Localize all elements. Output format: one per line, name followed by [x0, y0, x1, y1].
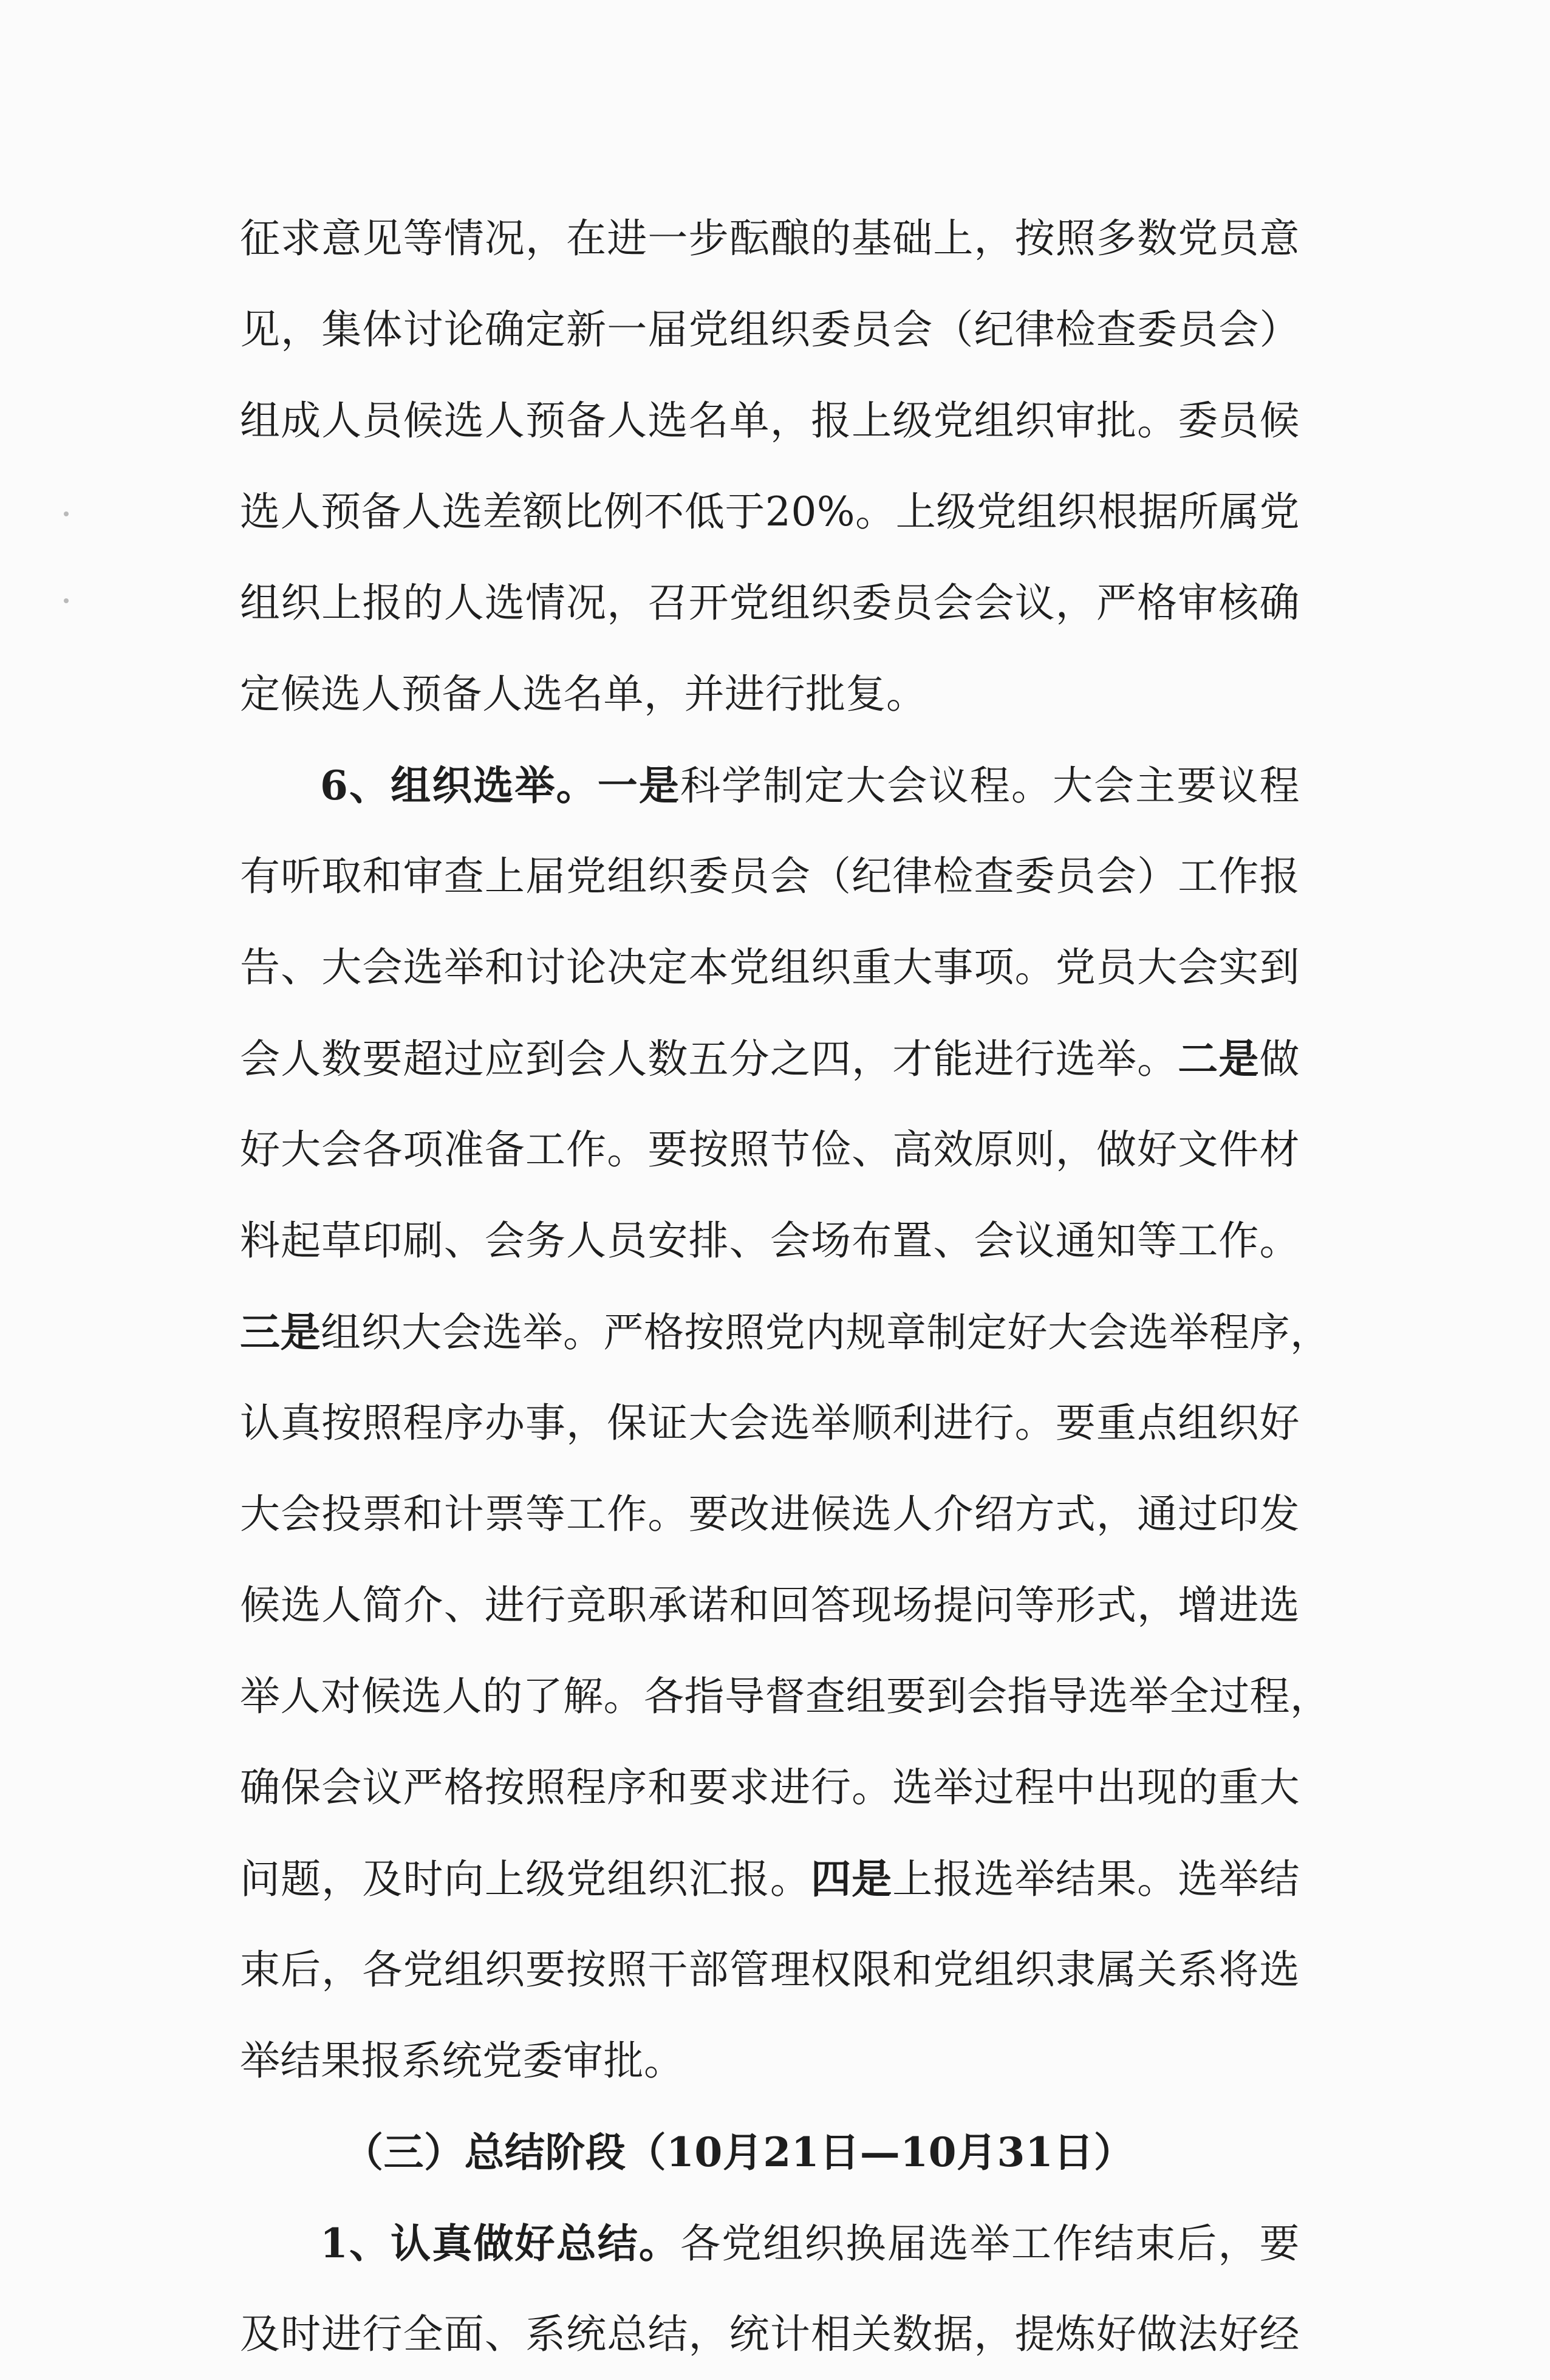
text-line	[240, 831, 1300, 922]
text-line	[240, 740, 1300, 831]
text-segment: 及时进行全面、系统总结，统计相关数据，提炼好做法好经	[240, 2311, 1300, 2358]
text-segment: 各党组织换届选举工作结束后，要	[680, 2220, 1300, 2267]
text-segment: （三）总结阶段（10月21日—10月31日）	[343, 2129, 1135, 2176]
text-segment: 举人对候选人的了解。各指导督查组要到会指导选举全过程，	[240, 1673, 1331, 1720]
text-segment: 告、大会选举和讨论决定本党组织重大事项。党员大会实到	[240, 944, 1300, 991]
text-line	[240, 1469, 1300, 1560]
text-segment: 问题，及时向上级党组织汇报。	[240, 1856, 811, 1903]
text-line	[240, 1742, 1300, 1833]
text-segment: 二是	[1178, 1035, 1260, 1082]
text-segment: 定候选人预备人选名单，并进行批复。	[240, 671, 927, 717]
text-segment: 组成人员候选人预备人选名单，报上级党组织审批。委员候	[240, 397, 1300, 444]
text-line	[240, 1378, 1300, 1469]
text-line	[240, 2289, 1300, 2380]
scan-speck	[64, 511, 69, 516]
text-line	[240, 1833, 1300, 1924]
text-segment: 三是	[240, 1308, 321, 1356]
text-line	[240, 375, 1300, 467]
text-segment: 会人数要超过应到会人数五分之四，才能进行选举。	[240, 1036, 1178, 1082]
text-segment: 料起草印刷、会务人员安排、会场布置、会议通知等工作。	[240, 1217, 1300, 1264]
text-line	[240, 193, 1300, 284]
text-segment: 一是	[597, 762, 680, 809]
text-line	[240, 649, 1300, 740]
text-segment: 6、组织选举。	[320, 762, 598, 809]
text-line	[240, 284, 1300, 375]
text-segment: 见，集体讨论确定新一届党组织委员会（纪律检查委员会）	[240, 306, 1300, 353]
text-line	[240, 558, 1300, 649]
text-segment: 举结果报系统党委审批。	[240, 2037, 685, 2084]
text-segment: 科学制定大会议程。大会主要议程	[680, 762, 1300, 809]
text-segment: 好大会各项准备工作。要按照节俭、高效原则，做好文件材	[240, 1126, 1300, 1173]
text-segment: 确保会议严格按照程序和要求进行。选举过程中出现的重大	[240, 1764, 1300, 1811]
text-line	[240, 1560, 1300, 1651]
body-text	[240, 193, 1331, 2380]
text-line	[240, 1651, 1331, 1742]
text-segment: 有听取和审查上届党组织委员会（纪律检查委员会）工作报	[240, 853, 1300, 900]
text-segment: 1、认真做好总结。	[320, 2220, 680, 2267]
text-segment: 认真按照程序办事，保证大会选举顺利进行。要重点组织好	[240, 1400, 1300, 1446]
text-line	[240, 1104, 1300, 1195]
text-segment: 四是	[810, 1855, 893, 1903]
text-line	[240, 922, 1300, 1013]
text-line	[240, 1924, 1300, 2016]
text-segment: 选人预备人选差额比例不低于20%。上级党组织根据所属党	[240, 488, 1300, 535]
text-segment: 组织大会选举。严格按照党内规章制定好大会选举程序，	[321, 1309, 1331, 1356]
text-segment: 征求意见等情况，在进一步酝酿的基础上，按照多数党员意	[240, 215, 1300, 262]
text-segment: 大会投票和计票等工作。要改进候选人介绍方式，通过印发	[240, 1491, 1300, 1537]
text-line	[240, 467, 1300, 558]
scan-speck	[64, 598, 69, 603]
text-segment: 候选人简介、进行竞职承诺和回答现场提问等形式，增进选	[240, 1582, 1300, 1629]
text-line	[240, 1195, 1300, 1287]
section-heading	[240, 2107, 1300, 2198]
text-segment: 束后，各党组织要按照干部管理权限和党组织隶属关系将选	[240, 1946, 1300, 1993]
text-line	[240, 1287, 1331, 1378]
text-line	[240, 2198, 1300, 2289]
text-line	[240, 2016, 1300, 2107]
text-segment: 组织上报的人选情况，召开党组织委员会会议，严格审核确	[240, 580, 1300, 626]
text-segment: 做	[1259, 1036, 1300, 1082]
text-line	[240, 1013, 1300, 1104]
text-segment: 上报选举结果。选举结	[892, 1856, 1300, 1903]
